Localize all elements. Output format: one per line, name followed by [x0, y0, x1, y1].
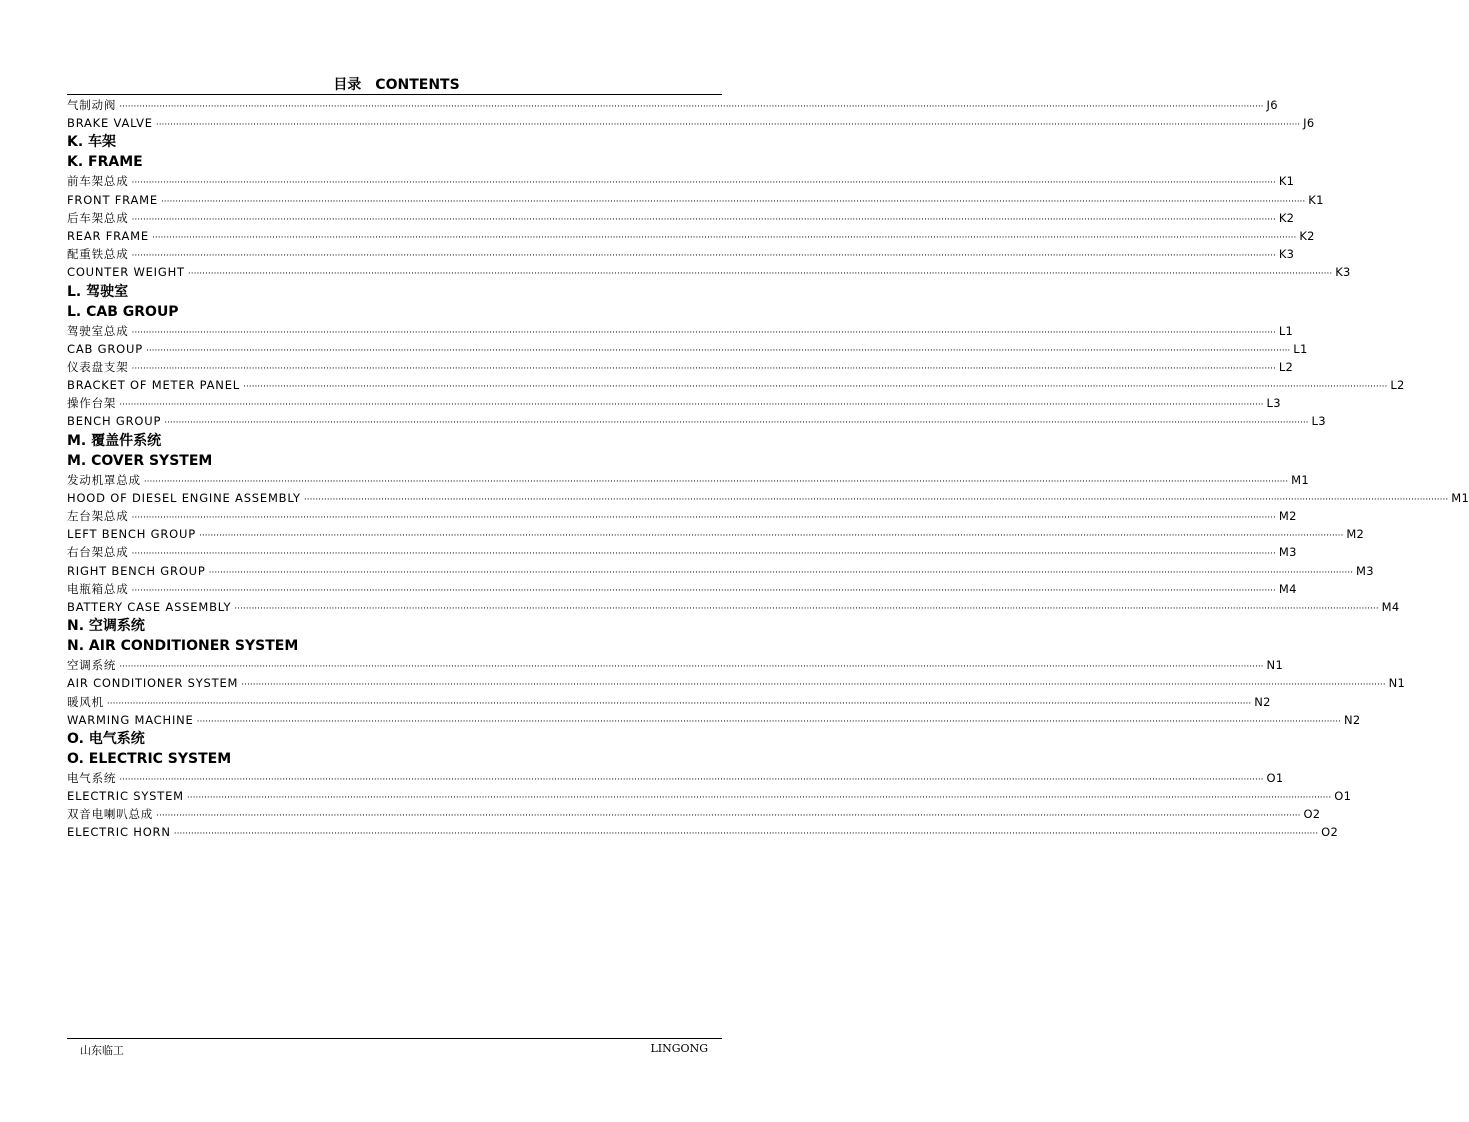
toc-entry — [67, 322, 1294, 340]
table-of-contents — [67, 96, 1469, 842]
toc-entry-label: ELECTRIC HORN — [67, 825, 171, 840]
dot-leader: ················································································································································································································································································································································································································ — [119, 400, 1264, 411]
toc-entry-page-number: N1 — [1388, 676, 1406, 691]
dot-leader: ················································································································································································································································································································································································································ — [131, 513, 1276, 523]
dot-leader: ················································································································································································································································································································································································································ — [155, 120, 1301, 131]
toc-entry-page-number: O2 — [1303, 807, 1321, 822]
toc-entry — [67, 656, 1284, 674]
dot-leader: ················································································································································································································································································································································································································ — [156, 811, 1301, 822]
dot-leader: ················································································································································································································································································································································································································ — [131, 549, 1276, 560]
dot-leader: ················································································································································································································································································································································································································ — [131, 585, 1276, 596]
toc-entry-label: 暖风机 — [67, 694, 104, 709]
toc-entry — [67, 172, 1295, 190]
toc-entry-label: 后车架总成 — [67, 210, 129, 225]
toc-entry — [67, 580, 1297, 598]
toc-entry-label: LEFT BENCH GROUP — [67, 527, 196, 542]
toc-entry-page-number: K3 — [1278, 247, 1295, 262]
dot-leader: ················································································································································································································································································································································································································ — [208, 567, 1353, 578]
toc-entry-label: 左台架总成 — [67, 509, 129, 523]
toc-entry — [67, 227, 1315, 245]
toc-entry-page-number: N2 — [1343, 712, 1361, 727]
section-heading: N. AIR CONDITIONER SYSTEM — [67, 638, 299, 655]
toc-entry-label: ELECTRIC SYSTEM — [67, 789, 184, 804]
dot-leader: ················································································································································································································································································································································································································ — [145, 345, 1291, 356]
toc-entry-page-number: M3 — [1355, 563, 1374, 578]
footer-divider — [67, 1038, 722, 1039]
toc-entry-page-number: J6 — [1266, 98, 1278, 112]
toc-entry-label: HOOD OF DIESEL ENGINE ASSEMBLY — [67, 490, 301, 505]
toc-entry-page-number: L2 — [1278, 359, 1294, 374]
dot-leader: ················································································································································································································································································································································································································ — [119, 662, 1264, 673]
toc-entry-label: REAR FRAME — [67, 228, 149, 243]
toc-entry — [67, 674, 1406, 692]
toc-entry-label: 双音电喇叭总成 — [67, 807, 154, 822]
toc-entry-page-number: O1 — [1334, 789, 1352, 804]
toc-entry-label: BATTERY CASE ASSEMBLY — [67, 599, 232, 614]
section-heading: N. 空调系统 — [67, 618, 145, 635]
toc-entry — [67, 114, 1315, 132]
dot-leader: ················································································································································································································································································································································································································ — [196, 716, 1341, 727]
page-title: 目录 CONTENTS — [333, 77, 460, 93]
dot-leader: ················································································································································································································································································································································································································ — [151, 232, 1297, 243]
toc-entry-label: 电气系统 — [67, 770, 117, 785]
toc-entry-page-number: M4 — [1278, 581, 1297, 596]
section-heading: L. CAB GROUP — [67, 303, 179, 320]
toc-entry — [67, 525, 1365, 543]
toc-entry — [67, 823, 1339, 841]
toc-entry — [67, 358, 1294, 376]
toc-entry — [67, 471, 1309, 489]
toc-entry-page-number: K1 — [1308, 192, 1324, 207]
dot-leader: ················································································································································································································································································································································································································ — [187, 269, 1333, 280]
toc-entry-label: 空调系统 — [67, 658, 117, 673]
toc-entry-label: BENCH GROUP — [67, 414, 162, 429]
dot-leader: ················································································································································································································································································································································································································ — [186, 793, 1332, 804]
toc-entry-page-number: L3 — [1266, 396, 1281, 411]
toc-entry-page-number: J6 — [1303, 116, 1315, 131]
toc-entry-label: 气制动阀 — [67, 98, 117, 112]
toc-entry-page-number: M2 — [1278, 509, 1297, 523]
footer-company-name: 山东临工 — [80, 1044, 124, 1057]
toc-entry-label: RIGHT BENCH GROUP — [67, 563, 206, 578]
dot-leader: ················································································································································································································································································································································································································ — [106, 698, 1252, 709]
toc-entry — [67, 507, 1297, 525]
toc-entry-label: 操作台架 — [67, 396, 117, 411]
toc-entry-page-number: N2 — [1254, 694, 1271, 709]
toc-entry-page-number: O2 — [1321, 825, 1339, 840]
toc-entry — [67, 787, 1352, 805]
toc-entry-page-number: M2 — [1346, 527, 1365, 542]
dot-leader: ················································································································································································································································································································································································································ — [119, 774, 1264, 785]
toc-entry — [67, 562, 1374, 580]
dot-leader: ················································································································································································································································································································································································································ — [173, 829, 1319, 840]
toc-entry-page-number: N1 — [1266, 658, 1284, 673]
toc-entry — [67, 394, 1281, 412]
toc-entry — [67, 96, 1278, 114]
toc-entry — [67, 412, 1326, 430]
toc-entry — [67, 711, 1361, 729]
dot-leader: ················································································································································································································································································································································································································ — [234, 603, 1379, 614]
toc-entry — [67, 489, 1469, 507]
toc-entry-page-number: K2 — [1299, 228, 1315, 243]
dot-leader: ················································································································································································································································································································································································································ — [131, 214, 1276, 225]
section-heading: K. 车架 — [67, 134, 117, 151]
dot-leader: ················································································································································································································································································································································································································ — [198, 531, 1344, 542]
toc-entry — [67, 340, 1308, 358]
dot-leader: ················································································································································································································································································································································································································ — [131, 251, 1276, 262]
toc-entry-label: AIR CONDITIONER SYSTEM — [67, 676, 239, 691]
toc-entry-page-number: M3 — [1278, 545, 1297, 560]
toc-entry-page-number: K3 — [1335, 265, 1351, 280]
dot-leader: ················································································································································································································································································································································································································ — [131, 363, 1276, 374]
toc-entry-page-number: M4 — [1381, 599, 1400, 614]
dot-leader: ················································································································································································································································································································································································································ — [241, 680, 1386, 691]
toc-entry-page-number: M1 — [1451, 490, 1469, 505]
header-divider — [67, 94, 722, 95]
toc-entry-page-number: O1 — [1266, 770, 1284, 785]
toc-entry — [67, 598, 1400, 616]
toc-entry-page-number: K2 — [1278, 210, 1295, 225]
toc-entry-label: FRONT FRAME — [67, 192, 158, 207]
toc-entry-page-number: L1 — [1293, 341, 1308, 356]
toc-entry — [67, 245, 1295, 263]
toc-entry-label: BRAKE VALVE — [67, 116, 153, 131]
section-heading: K. FRAME — [67, 154, 143, 171]
toc-entry-label: CAB GROUP — [67, 341, 143, 356]
toc-entry — [67, 805, 1321, 823]
toc-entry-label: BRACKET OF METER PANEL — [67, 378, 240, 393]
toc-entry-page-number: M1 — [1291, 472, 1309, 487]
section-heading: L. 驾驶室 — [67, 283, 129, 300]
toc-entry — [67, 263, 1351, 281]
dot-leader: ················································································································································································································································································································································································································ — [160, 196, 1306, 207]
toc-entry-page-number: L1 — [1278, 323, 1294, 338]
section-heading: O. 电气系统 — [67, 730, 145, 747]
dot-leader: ················································································································································································································································································································································································································ — [164, 418, 1309, 429]
toc-entry — [67, 209, 1295, 227]
toc-entry-page-number: L3 — [1311, 414, 1326, 429]
toc-entry-page-number: K1 — [1278, 174, 1295, 189]
toc-entry-label: 驾驶室总成 — [67, 323, 129, 338]
dot-leader: ················································································································································································································································································································································································································ — [143, 476, 1289, 487]
footer-brand: LINGONG — [650, 1042, 708, 1055]
toc-entry-label: WARMING MACHINE — [67, 712, 194, 727]
toc-entry-label: 仪表盘支架 — [67, 359, 129, 374]
toc-entry-page-number: L2 — [1390, 378, 1405, 393]
toc-entry-label: 前车架总成 — [67, 174, 129, 189]
section-heading: M. COVER SYSTEM — [67, 452, 213, 469]
section-heading: O. ELECTRIC SYSTEM — [67, 750, 232, 767]
toc-entry-label: 配重铁总成 — [67, 247, 129, 262]
toc-entry — [67, 543, 1297, 561]
dot-leader: ················································································································································································································································································································································································································ — [131, 178, 1276, 189]
dot-leader: ················································································································································································································································································································································································································ — [119, 102, 1264, 112]
dot-leader: ················································································································································································································································································································································································································ — [131, 327, 1276, 338]
toc-entry — [67, 693, 1271, 711]
toc-entry-label: 右台架总成 — [67, 545, 129, 560]
dot-leader: ················································································································································································································································································································································································································ — [243, 382, 1388, 393]
toc-entry-label: 发动机罩总成 — [67, 472, 141, 487]
dot-leader: ················································································································································································································································································································································································································ — [303, 494, 1449, 505]
toc-entry — [67, 769, 1284, 787]
toc-entry — [67, 376, 1405, 394]
toc-entry-label: 电瓶箱总成 — [67, 581, 129, 596]
section-heading: M. 覆盖件系统 — [67, 432, 162, 449]
toc-entry-label: COUNTER WEIGHT — [67, 265, 185, 280]
toc-entry — [67, 191, 1324, 209]
